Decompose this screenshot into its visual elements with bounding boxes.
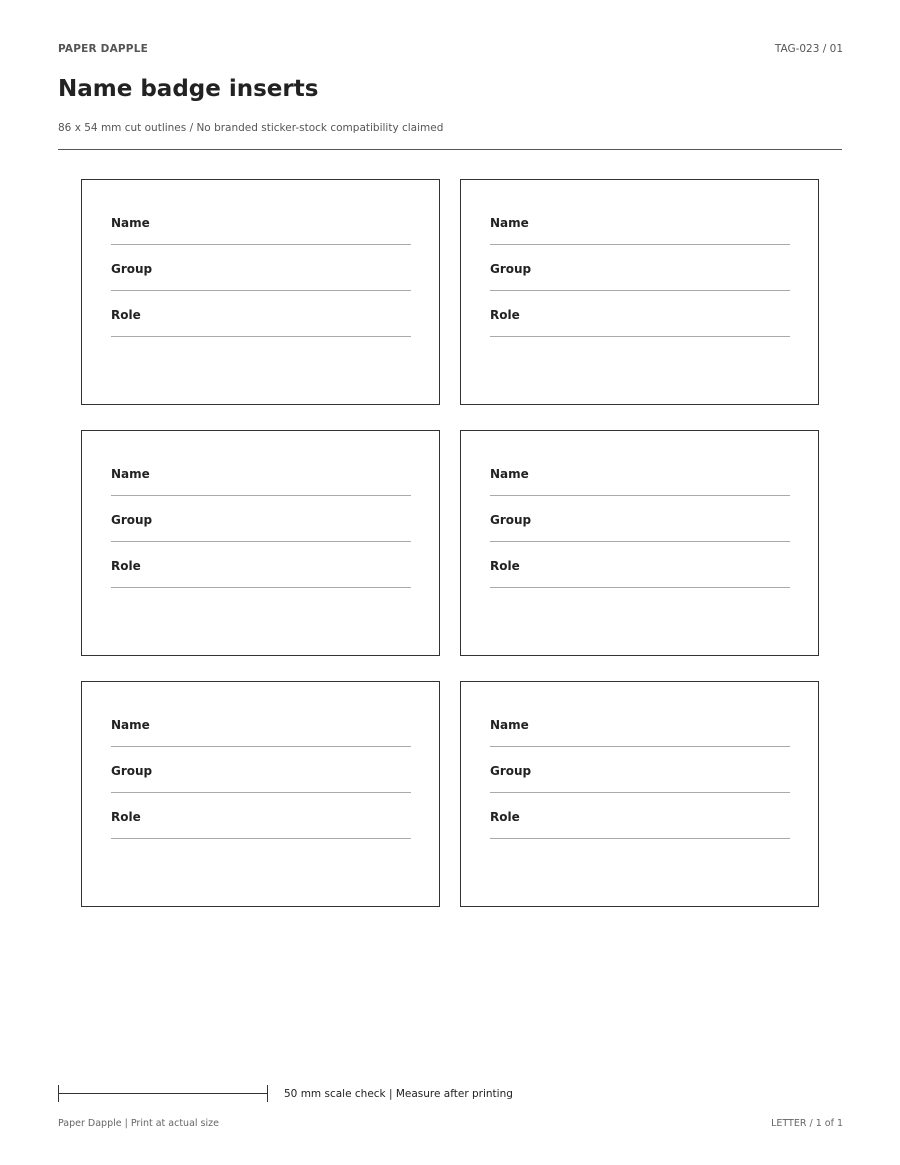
- footer-right: LETTER / 1 of 1: [771, 1118, 843, 1129]
- field-label: Name: [111, 216, 150, 230]
- badge-grid: [81, 179, 819, 907]
- name-field[interactable]: [490, 216, 790, 245]
- field-label: Role: [111, 810, 141, 824]
- field-label: Group: [490, 764, 532, 778]
- role-field[interactable]: [111, 810, 411, 839]
- badge-card: [81, 430, 440, 656]
- scale-caption: 50 mm scale check | Measure after printing: [284, 1088, 513, 1100]
- sheet-code: TAG-023 / 01: [774, 43, 843, 55]
- header-divider: [58, 149, 842, 150]
- field-label: Name: [490, 718, 529, 732]
- footer-left: Paper Dapple | Print at actual size: [58, 1118, 219, 1129]
- name-field[interactable]: [111, 216, 411, 245]
- field-label: Role: [490, 810, 520, 824]
- brand-name: PAPER DAPPLE: [58, 43, 148, 55]
- badge-card: [460, 681, 819, 907]
- group-field[interactable]: [490, 513, 790, 542]
- group-field[interactable]: [111, 513, 411, 542]
- scale-line: [58, 1093, 268, 1094]
- scale-tick-left: [58, 1085, 59, 1102]
- page-title: Name badge inserts: [58, 76, 319, 102]
- field-label: Name: [490, 467, 529, 481]
- group-field[interactable]: [490, 764, 790, 793]
- name-field[interactable]: [111, 718, 411, 747]
- scale-tick-right: [267, 1085, 268, 1102]
- page-subtitle: 86 x 54 mm cut outlines / No branded sticker-stock compatibility claimed: [58, 122, 444, 134]
- badge-card: [460, 430, 819, 656]
- field-label: Group: [111, 262, 153, 276]
- badge-card: [460, 179, 819, 405]
- name-field[interactable]: [111, 467, 411, 496]
- badge-card: [81, 681, 440, 907]
- name-field[interactable]: [490, 718, 790, 747]
- role-field[interactable]: [111, 559, 411, 588]
- role-field[interactable]: [111, 308, 411, 337]
- role-field[interactable]: [490, 810, 790, 839]
- field-label: Group: [490, 262, 532, 276]
- field-label: Role: [111, 308, 141, 322]
- name-field[interactable]: [490, 467, 790, 496]
- field-label: Role: [111, 559, 141, 573]
- badge-card: [81, 179, 440, 405]
- field-label: Name: [111, 718, 150, 732]
- field-label: Role: [490, 559, 520, 573]
- field-label: Group: [111, 513, 153, 527]
- field-label: Role: [490, 308, 520, 322]
- role-field[interactable]: [490, 308, 790, 337]
- group-field[interactable]: [111, 262, 411, 291]
- group-field[interactable]: [490, 262, 790, 291]
- field-label: Name: [111, 467, 150, 481]
- field-label: Group: [111, 764, 153, 778]
- group-field[interactable]: [111, 764, 411, 793]
- field-label: Group: [490, 513, 532, 527]
- role-field[interactable]: [490, 559, 790, 588]
- field-label: Name: [490, 216, 529, 230]
- scale-bar: [58, 1085, 268, 1102]
